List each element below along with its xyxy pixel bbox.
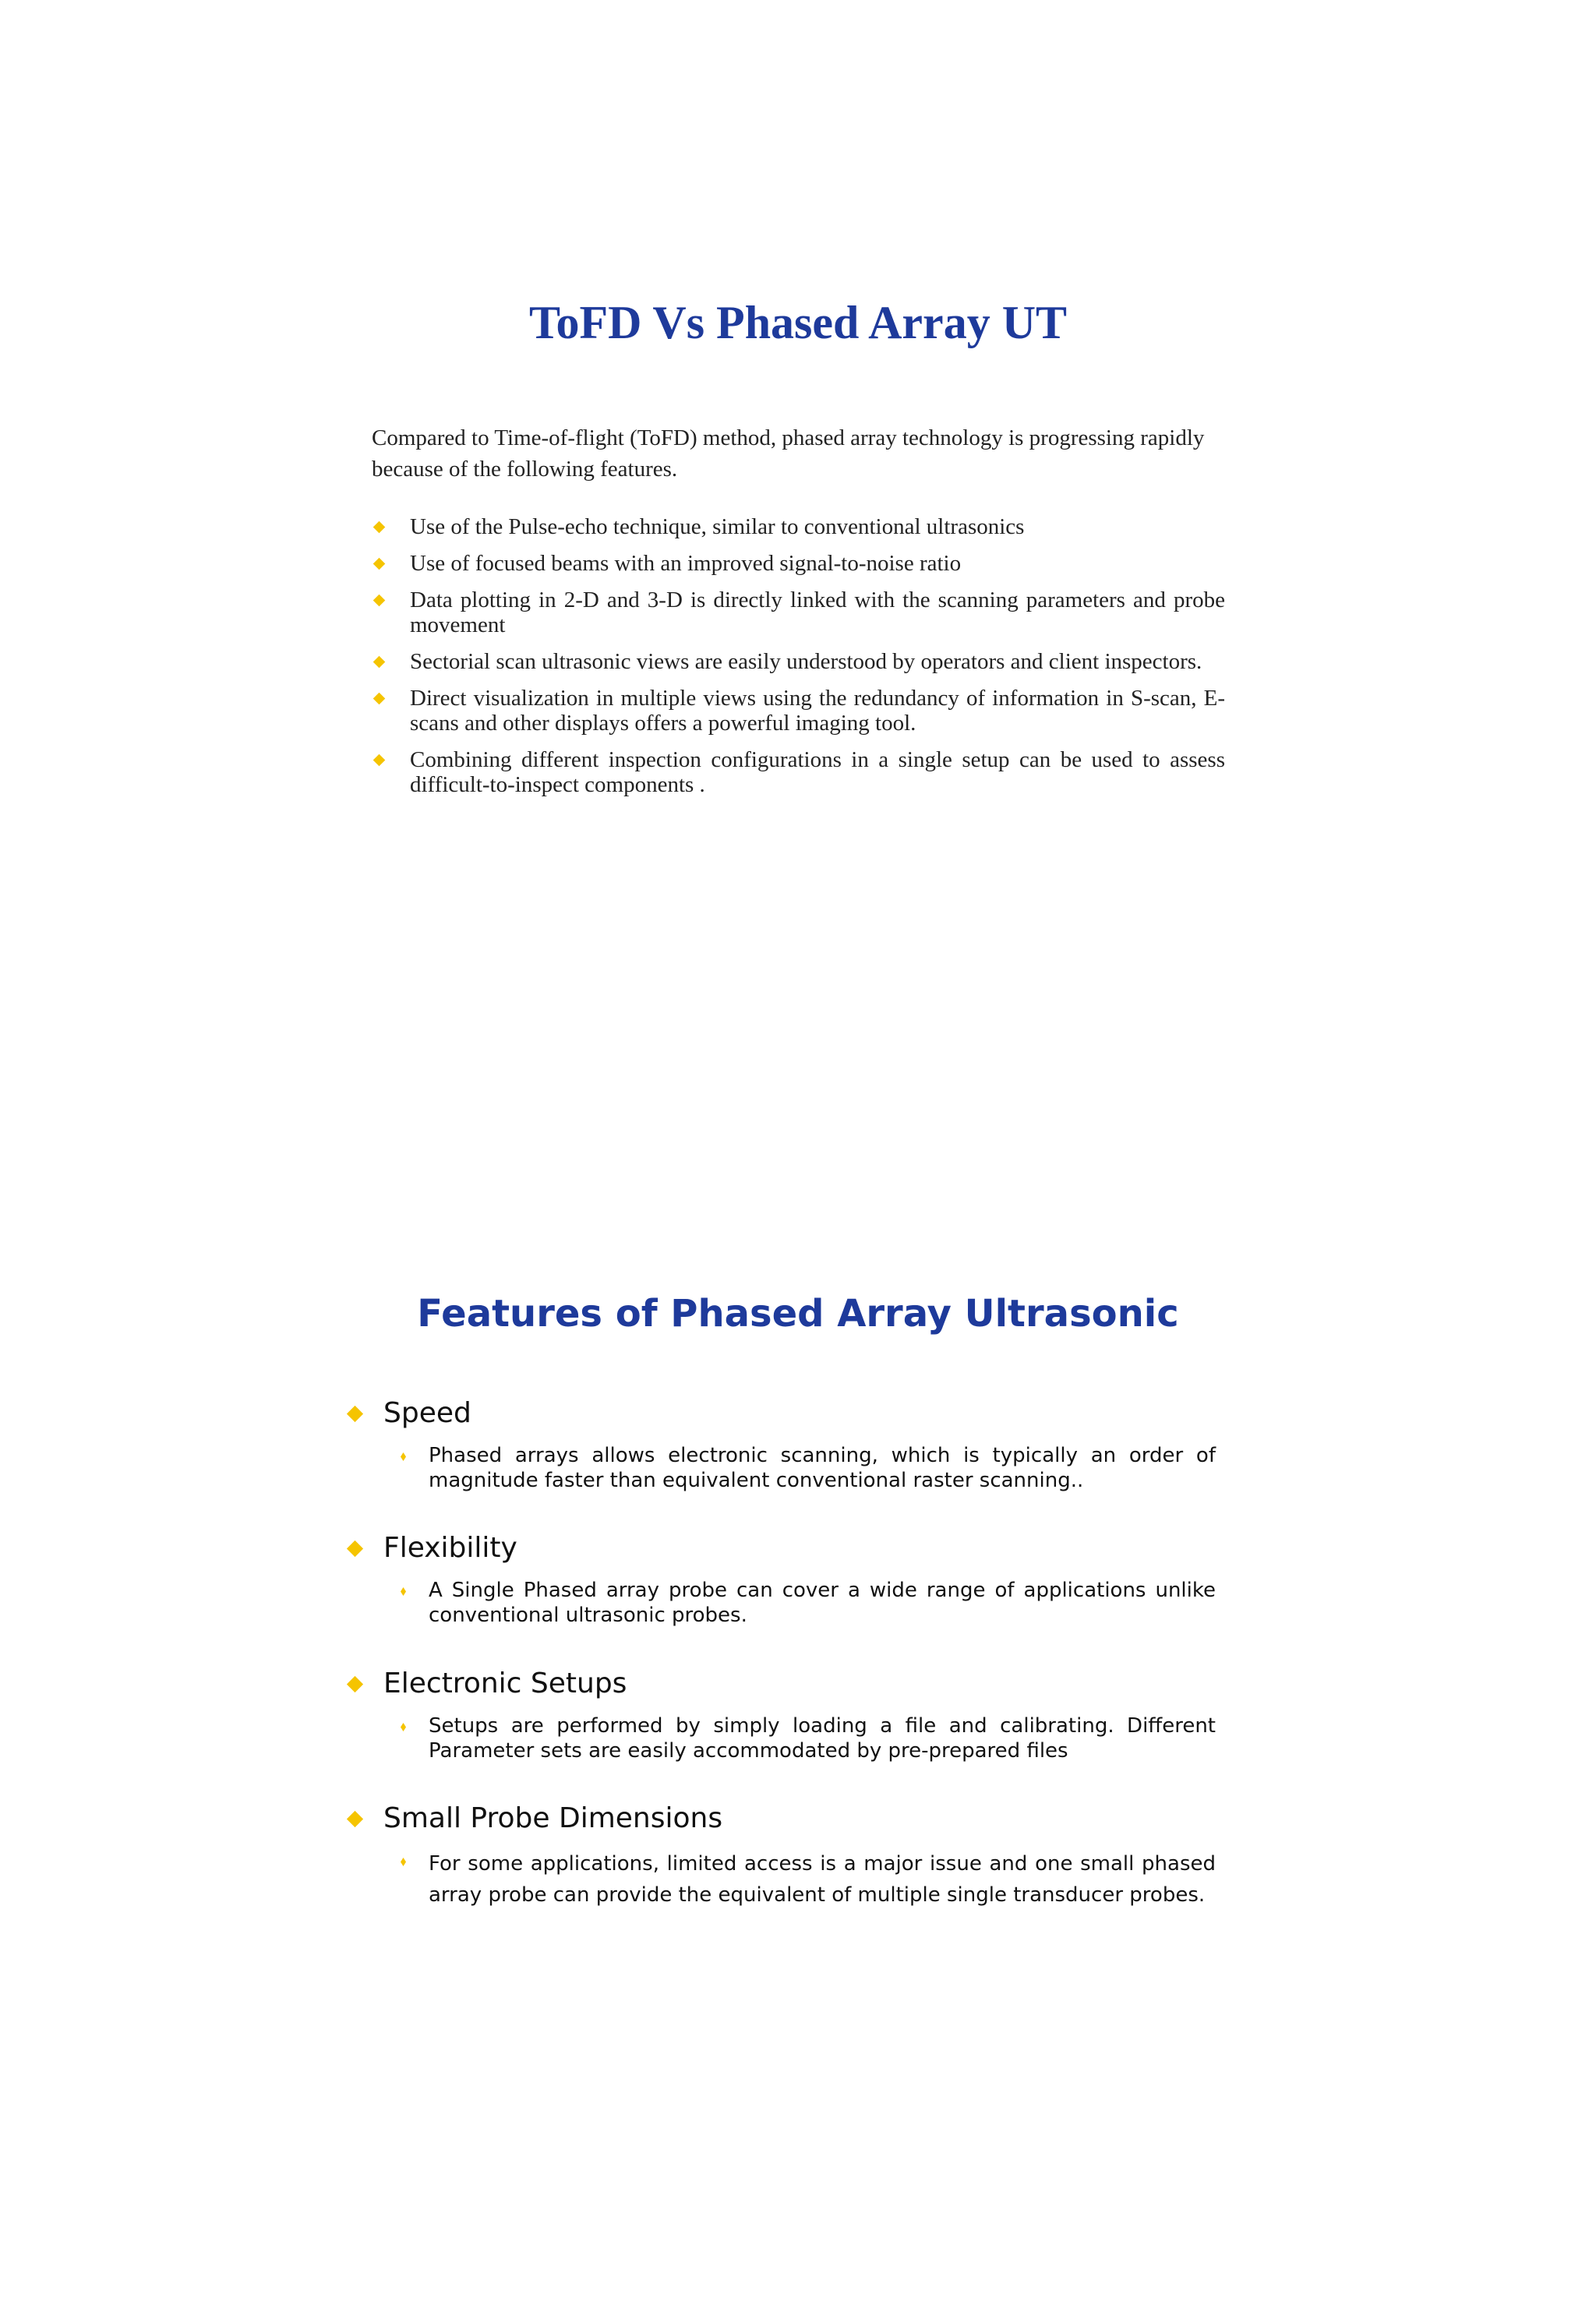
- list-item: Use of the Pulse-echo technique, similar to conventional ultrasonics: [372, 514, 1225, 539]
- feature-description: Phased arrays allows electronic scanning, which is typically an order of magnitude faster than equivalent conventional raster scanning..: [429, 1443, 1216, 1493]
- diamond-bullet-icon: [373, 595, 386, 607]
- diamond-bullet-icon: [347, 1406, 363, 1422]
- diamond-bullet-icon: [347, 1540, 363, 1557]
- list-item: Combining different inspection configurations in a single setup can be used to assess difficult-to-inspect components .: [372, 747, 1225, 797]
- feature-description: For some applications, limited access is a major issue and one small phased array probe can provide the equivalent of multiple single transducer probes.: [429, 1848, 1216, 1911]
- diamond-bullet-icon: [373, 693, 386, 705]
- list-item: Sectorial scan ultrasonic views are easily understood by operators and client inspectors.: [372, 649, 1225, 674]
- feature-flexibility: [344, 1530, 1217, 1628]
- small-diamond-bullet-icon: [401, 1587, 406, 1596]
- diamond-bullet-icon: [347, 1811, 363, 1827]
- list-item: Data plotting in 2-D and 3-D is directly linked with the scanning parameters and probe movement: [372, 588, 1225, 637]
- feature-heading: Flexibility: [344, 1530, 1217, 1567]
- small-diamond-bullet-icon: [401, 1452, 406, 1461]
- diamond-bullet-icon: [373, 558, 386, 570]
- feature-electronic-setups: [344, 1665, 1217, 1763]
- diamond-bullet-icon: [373, 521, 386, 534]
- feature-small-probe-dimensions: [344, 1800, 1217, 1911]
- list-item: Use of focused beams with an improved signal-to-noise ratio: [372, 551, 1225, 576]
- feature-heading: Small Probe Dimensions: [344, 1800, 1217, 1837]
- feature-speed: [344, 1395, 1217, 1493]
- slide-title: Features of Phased Array Ultrasonic: [417, 1292, 1179, 1336]
- diamond-bullet-icon: [347, 1676, 363, 1692]
- list-item: Direct visualization in multiple views using the redundancy of information in S-scan, E-scans and other displays offers a powerful imaging tool.: [372, 686, 1225, 736]
- small-diamond-bullet-icon: [401, 1858, 406, 1866]
- slide-title: ToFD Vs Phased Array UT: [528, 297, 1068, 348]
- slide-tofd-vs-phased-array: [0, 0, 1596, 974]
- diamond-bullet-icon: [373, 656, 386, 669]
- feature-heading: Speed: [344, 1395, 1217, 1432]
- feature-description: A Single Phased array probe can cover a wide range of applications unlike conventional ultrasonic probes.: [429, 1578, 1216, 1628]
- slide-features-phased-array: [0, 1247, 1596, 2301]
- feature-description: Setups are performed by simply loading a file and calibrating. Different Parameter sets are easily accommodated by pre-prepared files: [429, 1713, 1216, 1763]
- diamond-bullet-icon: [373, 754, 386, 767]
- feature-bullet-list: [372, 514, 1225, 809]
- feature-heading: Electronic Setups: [344, 1665, 1217, 1703]
- intro-paragraph: Compared to Time-of-flight (ToFD) method, phased array technology is progressing rapidly because of the following features.: [372, 425, 1205, 482]
- small-diamond-bullet-icon: [401, 1723, 406, 1731]
